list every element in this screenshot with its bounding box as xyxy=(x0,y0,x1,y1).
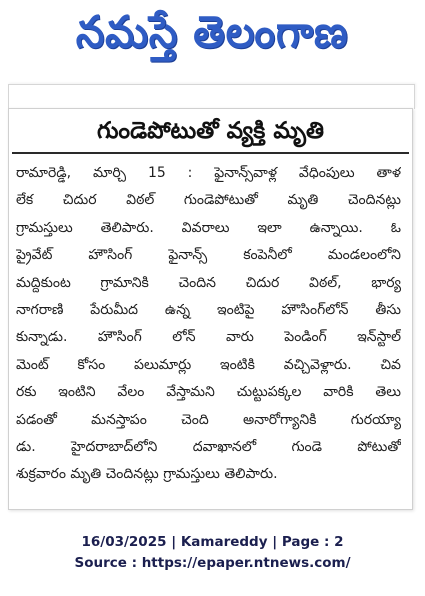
article-line: గ్రామస్తులు తెలిపారు. వివరాలు ఇలా ఉన్నాయి. ఓ xyxy=(16,219,401,236)
article-line: రకు ఇంటిని వేలం వేస్తామని చుట్టుపక్కల వారికి తెలు xyxy=(16,384,401,401)
article-line: మెంట్ కోసం పలుమార్లు ఇంటికి వచ్చివెళ్లారు. చివ xyxy=(16,356,401,373)
article-line: లేక చిదుర విఠల్ గుండెపోటుతో మృతి చెందినట్లు xyxy=(16,192,401,209)
article-line: కున్నాడు. హౌసింగ్ లోన్ వారు పెండింగ్ ఇన్‌స్టాల్ xyxy=(16,329,401,346)
article-line: నాగరాణి పేరుమీద ఉన్న ఇంటిపై హౌసింగ్‌లోన్ తీసు xyxy=(16,301,401,318)
article-line: డు. హైదరాబాద్‌లోని దవాఖానలో గుండె పోటుతో xyxy=(16,438,401,455)
source-link[interactable]: Source : https://epaper.ntnews.com/ xyxy=(74,555,351,571)
masthead xyxy=(0,4,425,72)
headline-divider xyxy=(12,152,409,154)
article-body xyxy=(16,160,401,489)
clipping-frame-edge xyxy=(8,84,415,109)
article-line: ప్రైవేట్ హౌసింగ్ ఫైనాన్స్ కంపెనీలో మండలంలోని xyxy=(16,247,401,264)
edition-meta: 16/03/2025 | Kamareddy | Page : 2 xyxy=(81,534,344,550)
article-line: రామారెడ్డి, మార్చి 15 : ఫైనాన్స్‌వాళ్ల వేధింపులు తాళ xyxy=(16,165,401,181)
article-line: మద్దికుంట గ్రామానికి చెందిన చిదుర విఠల్, భార్య xyxy=(16,274,401,291)
clipping-footer xyxy=(0,532,425,574)
article-headline: గుండెపోటుతో వ్యక్తి మృతి xyxy=(97,118,324,144)
newspaper-logo: నమస్తే తెలంగాణ xyxy=(76,7,349,58)
article-line: పడంతో మనస్తాపం చెంది అనారోగ్యానికి గురయ్యా xyxy=(16,411,401,428)
article-line: శుక్రవారం మృతి చెందినట్లు గ్రామస్తులు తెలిపారు. xyxy=(16,466,278,483)
